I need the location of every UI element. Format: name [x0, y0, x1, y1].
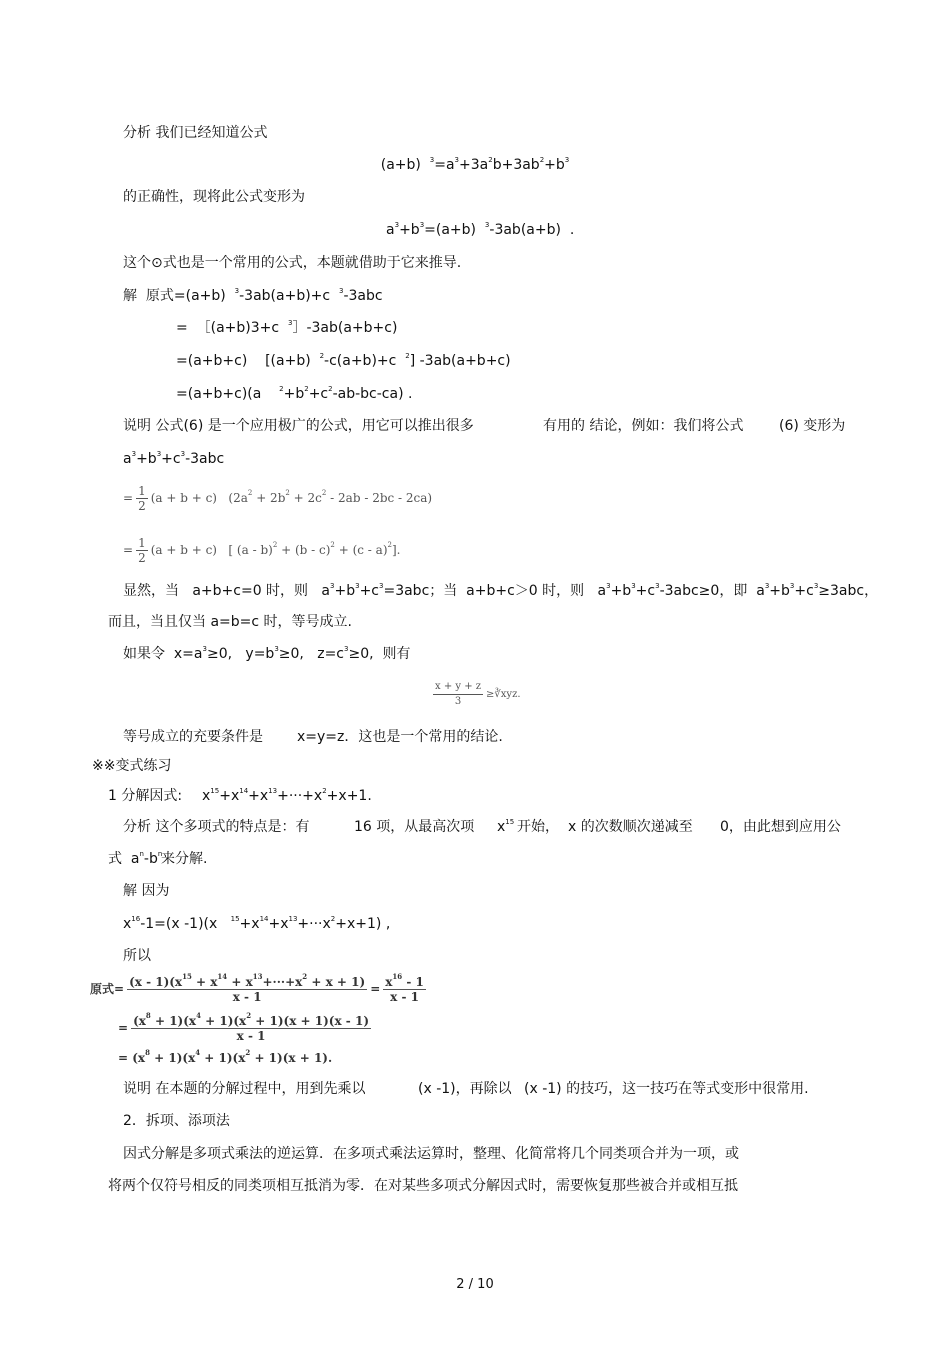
analysis-intro: 分析 我们已经知道公式 [123, 125, 268, 141]
text-line: 所以 [123, 948, 151, 964]
formula-line: $a^3+b^3+c^3-3abc$ [123, 450, 225, 467]
paragraph-line: 将两个仅符号相反的同类项相互抵消为零．在对某些多项式分解因式时，需要恢复那些被合并或相互抵 [108, 1178, 738, 1194]
fraction-formula: = $\frac{1}{2}$ (a + b + c) [ (a - b)$^2$ + (b - c)$^2$ + (c - a)$^2$]. [123, 536, 401, 565]
explanation: 有用的 结论，例如：我们将公式 [543, 418, 744, 434]
fraction-formula: = $\frac{1}{2}$ (a + b + c) $(2a^2 + 2b^2 + 2c^2 - 2ab - 2bc - 2ca)$ [123, 484, 433, 513]
substitution-line: 如果令 $x=a^3\ge 0$, $y=b^3\ge 0$, $z=c^3\ge 0$, 则有 [123, 645, 411, 662]
text-line: x=y=z．这也是一个常用的结论. [297, 729, 503, 745]
factoring-derivation: = $(x^8 + 1)(x^4 + 1)(x^2 + 1)(x + 1)$. [118, 1048, 333, 1065]
explanation: 说明 公式(6) 是一个应用极广的公式，用它可以推出很多 [123, 418, 474, 434]
analysis: x 的次数顺次递减至 [568, 819, 693, 835]
factoring-derivation: 原式= $\frac{(x - 1)(x^{15} + x^{14} + x^{13}+\cdot\cdot\cdot+x^2 + x + 1)}{x - 1}$ = $\frac{x^{16} - 1}{x - 1}$ [90, 972, 424, 1004]
solution-step: = ［(a+b)3+c $^3$］-3ab(a+b+c) [176, 319, 398, 336]
cube-formula: (a+b) $^3=a^3+3a^2b+3ab^2+b^3$ [380, 156, 570, 173]
explanation: (x -1)，再除以 [418, 1081, 512, 1097]
text-line: 的正确性，现将此公式变形为 [123, 189, 305, 205]
conclusion-line: 显然，当 a+b+c=0 时，则 $a^3+b^3+c^3=3abc$；当 a+b+c＞0 时，则 $a^3+b^3+c^3-3abc\ge 0$，即 $a^3+b^3+c^3\ge 3abc$， [123, 582, 879, 599]
solution-label: 解 因为 [123, 883, 170, 899]
explanation: (6) 变形为 [779, 418, 846, 434]
analysis: 来分解. [161, 851, 208, 867]
analysis: 0，由此想到应用公 [720, 819, 841, 835]
solution-step: =(a+b+c) [(a+b) $^2$-c(a+b)+c $^2$] -3ab(a+b+c) [176, 352, 511, 369]
paragraph-line: 因式分解是多项式乘法的逆运算．在多项式乘法运算时，整理、化简常将几个同类项合并为一项，或 [123, 1146, 739, 1162]
sum-cubes-formula: $a^3+b^3=(a+b)$ $^3$-3ab(a+b) . [386, 221, 575, 238]
am-gm-inequality: $\frac{x + y + z}{3}$ ≥∛xyz. [435, 681, 521, 707]
solution-step: 解 原式=(a+b) $^3$-3ab(a+b)+c $^3$-3abc [123, 287, 383, 304]
section-title: ※※变式练习 [92, 758, 172, 774]
exercise-1-poly: $x^{15}+x^{14}+x^{13}+\cdot\cdot\cdot+x^2+x+1$. [202, 787, 372, 804]
text-line: 等号成立的充要条件是 [123, 729, 263, 745]
section-heading: 2．拆项、添项法 [123, 1113, 230, 1129]
analysis: 16 项，从最高次项 [354, 819, 475, 835]
analysis: 式 $a^n-b^n$ [108, 850, 163, 867]
identity-line: $x^{16}-1=(x$ -1)(x $^{15}+x^{14}+x^{13}+\cdot\cdot\cdot x^2+x+1$) , [123, 915, 391, 932]
page-number: 2 / 10 [456, 1277, 494, 1292]
analysis: 开始， [517, 819, 559, 835]
text-line: 这个⊙式也是一个常用的公式，本题就借助于它来推导. [123, 255, 462, 271]
text-line: 而且，当且仅当 a=b=c 时，等号成立. [108, 614, 352, 630]
explanation: (x -1) 的技巧，这一技巧在等式变形中很常用. [524, 1081, 809, 1097]
exercise-1: 1 分解因式: [108, 788, 183, 804]
analysis: $x^{15}$ [497, 818, 515, 835]
factoring-derivation: = $\frac{(x^8 + 1)(x^4 + 1)(x^2 + 1)(x + 1)(x - 1)}{x - 1}$ [118, 1011, 369, 1043]
analysis: 分析 这个多项式的特点是：有 [123, 819, 310, 835]
solution-step: =(a+b+c)(a $^2+b^2+c^2-ab-bc-ca$) . [176, 385, 413, 402]
explanation: 说明 在本题的分解过程中，用到先乘以 [123, 1081, 366, 1097]
